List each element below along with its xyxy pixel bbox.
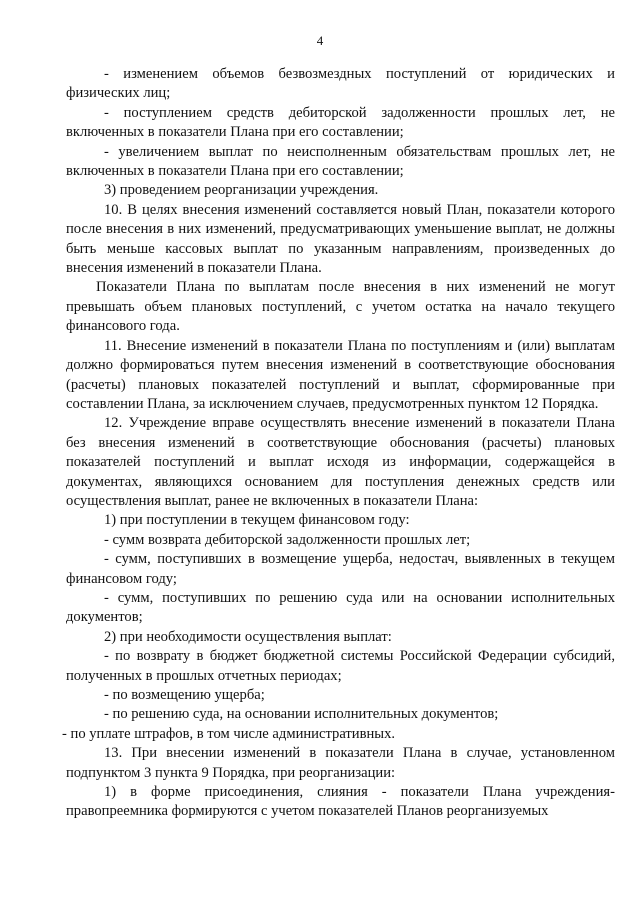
paragraph: 1) в форме присоединения, слияния - показатели Плана учреждения-правопреемника формируются с учетом показателей Планов реорганизуемых bbox=[66, 784, 615, 820]
paragraph: - по возврату в бюджет бюджетной системы Российской Федерации субсидий, полученных в прошлых отчетных периодах; bbox=[66, 648, 615, 684]
paragraph: - увеличением выплат по неисполненным обязательствам прошлых лет, не включенных в показатели Плана при его составлении; bbox=[66, 143, 615, 180]
paragraph: 3) проведением реорганизации учреждения. bbox=[104, 182, 379, 199]
paragraph: 13. При внесении изменений в показатели Плана в случае, установленном подпунктом 3 пункта 9 Порядка, при реорганизации: bbox=[66, 745, 615, 781]
page-number: 4 bbox=[316, 33, 324, 48]
document-body bbox=[62, 65, 615, 822]
paragraph: - поступлением средств дебиторской задолженности прошлых лет, не включенных в показатели Плана при его составлении; bbox=[66, 104, 615, 141]
paragraph: 12. Учреждение вправе осуществлять внесение изменений в показатели Плана без внесения изменений в соответствующие обоснования (расчеты) плановых показателей поступлений и выплат исходя из информации, содержащейся в документах, являющихся основанием для поступления денежных средств или осуществления выплат, ранее не включенных в показатели Плана: bbox=[66, 415, 615, 509]
paragraph: - сумм, поступивших по решению суда или на основании исполнительных документов; bbox=[66, 589, 615, 626]
paragraph: - изменением объемов безвозмездных поступлений от юридических и физических лиц; bbox=[66, 66, 615, 102]
paragraph: Показатели Плана по выплатам после внесения в них изменений не могут превышать объем плановых поступлений, с учетом остатка на начало текущего финансового года. bbox=[66, 279, 615, 335]
paragraph: - сумм, поступивших в возмещение ущерба, недостач, выявленных в текущем финансовом году; bbox=[66, 551, 615, 587]
paragraph: 11. Внесение изменений в показатели Плана по поступлениям и (или) выплатам должно формироваться путем внесения изменений в соответствующие обоснования (расчеты) плановых показателей поступлений и выплат, сформированные при составлении Плана, за исключением случаев, предусмотренных пунктом 12 Порядка. bbox=[66, 337, 615, 412]
paragraph: 10. В целях внесения изменений составляется новый План, показатели которого после внесения в них изменений, предусматривающих уменьшение выплат, не должны быть меньше кассовых выплат по указанным направлениям, произведенных до внесения изменений в показатели Плана. bbox=[66, 201, 615, 277]
paragraph: 1) при поступлении в текущем финансовом году: bbox=[104, 512, 410, 529]
paragraph: - по возмещению ущерба; bbox=[104, 687, 265, 703]
paragraph: 2) при необходимости осуществления выплат: bbox=[104, 628, 392, 645]
paragraph: - по решению суда, на основании исполнительных документов; bbox=[104, 706, 499, 723]
paragraph: - сумм возврата дебиторской задолженности прошлых лет; bbox=[104, 531, 471, 548]
paragraph: - по уплате штрафов, в том числе административных. bbox=[62, 725, 396, 742]
